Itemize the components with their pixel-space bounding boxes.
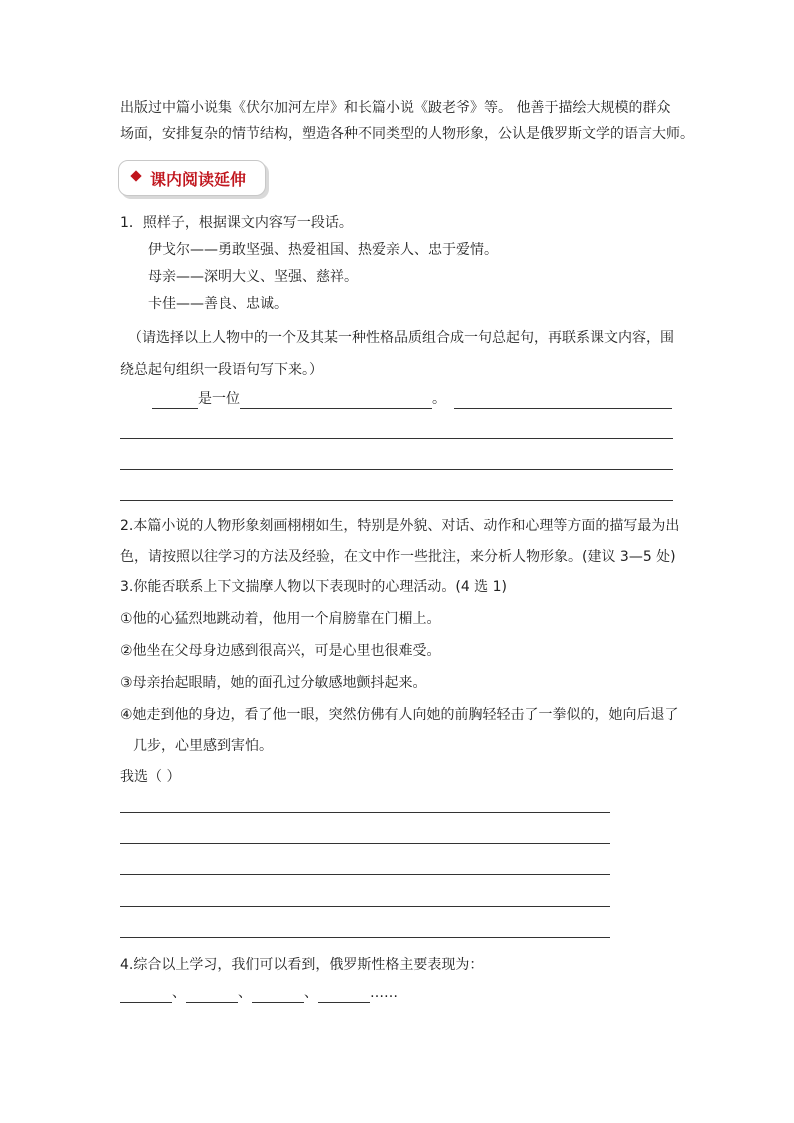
q3-answer-line-1[interactable] <box>120 812 610 813</box>
q1-answer-line-3[interactable] <box>120 500 673 501</box>
q1-fill-row <box>152 389 672 409</box>
q3-option-1: ①他的心猛烈地跳动着，他用一个肩膀靠在门楣上。 <box>120 611 441 627</box>
q4-blank-1[interactable] <box>120 986 172 1003</box>
q3-option-3: ③母亲抬起眼睛，她的面孔过分敏感地颤抖起来。 <box>120 675 427 691</box>
q4-sep-3: 、 <box>304 985 318 1001</box>
q2-line-2: 色，请按照以往学习的方法及经验，在文中作一些批注，来分析人物形象。(建议 3—5 处) <box>120 549 676 565</box>
q3-option-4-cont: 几步，心里感到害怕。 <box>133 738 273 754</box>
q3-answer-line-2[interactable] <box>120 843 610 844</box>
q1-blank-quality[interactable] <box>240 392 432 409</box>
q1-instruction-1: （请选择以上人物中的一个及其某一种性格品质组合成一句总起句，再联系课文内容，围 <box>128 330 674 346</box>
q1-blank-person[interactable] <box>152 392 198 409</box>
q4-blank-4[interactable] <box>318 986 370 1003</box>
q1-example-1: 伊戈尔——勇敢坚强、热爱祖国、热爱亲人、忠于爱情。 <box>148 242 498 258</box>
q3-option-2: ②他坐在父母身边感到很高兴，可是心里也很难受。 <box>120 643 441 659</box>
q4-sep-2: 、 <box>238 985 252 1001</box>
q4-blank-3[interactable] <box>252 986 304 1003</box>
q3-prompt: 3.你能否联系上下文揣摩人物以下表现时的心理活动。(4 选 1) <box>120 579 507 595</box>
q1-answer-line-2[interactable] <box>120 469 673 470</box>
q4-blank-2[interactable] <box>186 986 238 1003</box>
q1-fill-mid: 是一位 <box>198 391 240 407</box>
q3-answer-line-5[interactable] <box>120 937 610 938</box>
q3-answer-line-4[interactable] <box>120 906 610 907</box>
q1-prompt: 1．照样子，根据课文内容写一段话。 <box>120 215 353 231</box>
q1-example-3: 卡佳——善良、忠诚。 <box>148 296 288 312</box>
q3-answer-line-3[interactable] <box>120 874 610 875</box>
q1-fill-end: 。 <box>432 391 446 407</box>
q1-blank-rest[interactable] <box>454 392 672 409</box>
q4-fill-row <box>120 983 398 1003</box>
section-badge-label: 课内阅读延伸 <box>150 170 247 189</box>
intro-line-2: 场面，安排复杂的情节结构，塑造各种不同类型的人物形象，公认是俄罗斯文学的语言大师。 <box>120 126 694 142</box>
q4-ellipsis: …… <box>370 985 398 1001</box>
q2-line-1: 2.本篇小说的人物形象刻画栩栩如生，特别是外貌、对话、动作和心理等方面的描写最为出 <box>120 518 680 534</box>
q1-instruction-2: 绕总起句组织一段语句写下来。） <box>120 362 323 378</box>
q3-choice: 我选（ ） <box>120 769 181 785</box>
q3-option-4: ④她走到他的身边，看了他一眼，突然仿佛有人向她的前胸轻轻击了一拳似的，她向后退了 <box>120 707 679 723</box>
intro-line-1: 出版过中篇小说集《伏尔加河左岸》和长篇小说《跛老爷》等。 他善于描绘大规模的群众 <box>120 100 671 116</box>
q4-prompt: 4.综合以上学习，我们可以看到，俄罗斯性格主要表现为： <box>120 957 484 973</box>
q4-sep-1: 、 <box>172 985 186 1001</box>
q1-answer-line-1[interactable] <box>120 438 673 439</box>
section-badge <box>118 160 272 198</box>
q1-example-2: 母亲——深明大义、坚强、慈祥。 <box>148 269 358 285</box>
